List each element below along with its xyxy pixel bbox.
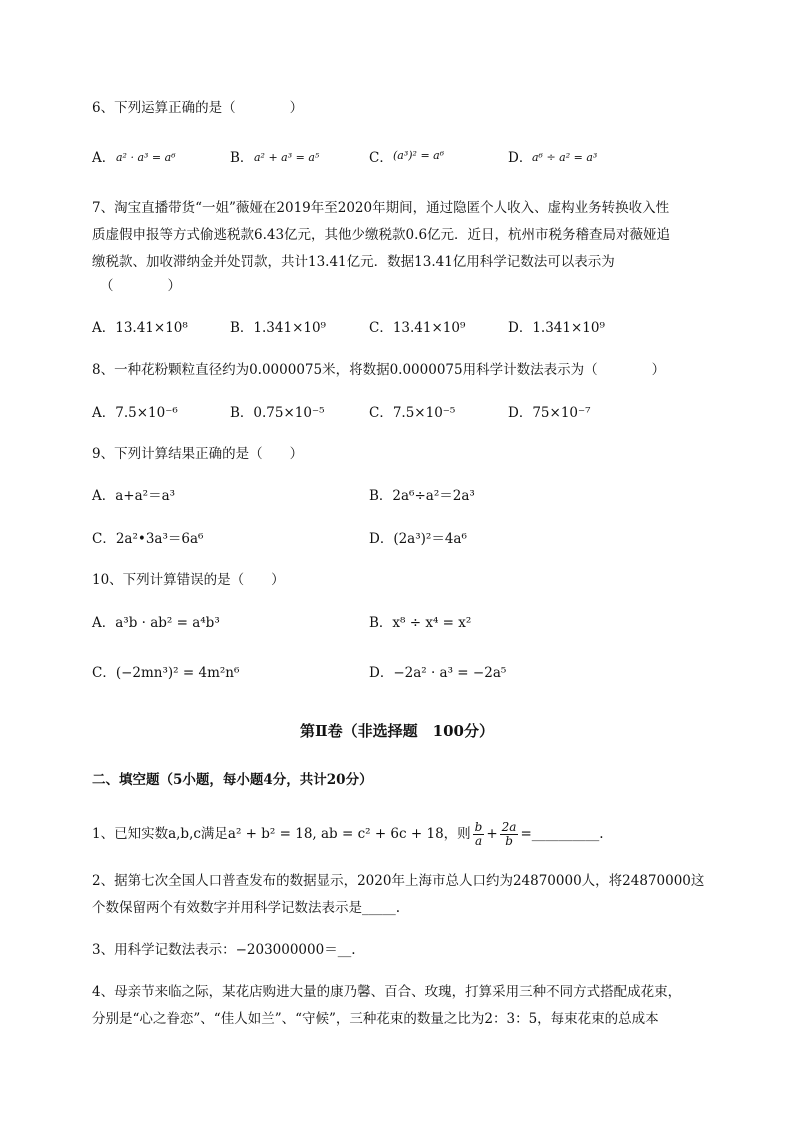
fraction-b-over-a [473, 821, 485, 848]
q7-option-c[interactable]: C．13.41×10⁹ [369, 320, 466, 336]
q6-option-c-expr: (a³)² = a⁶ [393, 149, 445, 162]
q10-stem: 10、下列计算错误的是（ ） [92, 572, 285, 588]
fill-1-blank[interactable]: =__________. [520, 826, 604, 842]
q6-option-d-expr: a⁶ ÷ a² = a³ [532, 151, 598, 164]
fill-4-line-2: 分别是“心之眷恋”、“佳人如兰”、“守候”，三种花束的数量之比为2：3：5，每束花束的总成本 [92, 1011, 659, 1027]
q10-option-d[interactable]: D．−2a² · a³ = −2a⁵ [369, 665, 507, 681]
section-2-title: 第Ⅱ卷（非选择题 100分） [300, 722, 494, 740]
q6-option-b[interactable]: B． [230, 150, 254, 166]
fill-4-line-1: 4、母亲节来临之际，某花店购进大量的康乃馨、百合、玫瑰，打算采用三种不同方式搭配成花束， [92, 984, 682, 1000]
q7-line-4: （ ） [100, 278, 181, 294]
q7-line-1: 7、淘宝直播带货“一姐”薇娅在2019年至2020年期间，通过隐匿个人收入、虚构业务转换收入性 [92, 200, 670, 216]
fraction-1-numerator: b [474, 819, 483, 834]
q9-stem: 9、下列计算结果正确的是（ ） [92, 446, 304, 462]
part-2-heading: 二、填空题（5小题，每小题4分，共计20分） [92, 772, 373, 788]
q8-stem: 8、一种花粉颗粒直径约为0.0000075米，将数据0.0000075用科学计数法表示为（ ） [92, 362, 666, 378]
q9-option-a[interactable]: A．a+a²＝a³ [92, 488, 176, 504]
fraction-1-denominator: a [474, 833, 483, 848]
q6-stem: 6、下列运算正确的是（ ） [92, 100, 304, 116]
q10-option-c[interactable]: C．(−2mn³)² = 4m²n⁶ [92, 665, 240, 681]
fill-question-3: 3、用科学记数法表示：−203000000＝__. [92, 942, 356, 958]
q8-option-b[interactable]: B．0.75×10⁻⁵ [230, 405, 325, 421]
q10-option-a[interactable]: A．a³b · ab² = a⁴b³ [92, 615, 220, 631]
q6-option-c[interactable]: C． [369, 150, 393, 166]
fraction-2-numerator: 2a [501, 819, 517, 834]
fraction-2a-over-b [500, 821, 519, 848]
q8-option-a[interactable]: A．7.5×10⁻⁶ [92, 405, 178, 421]
q6-option-d[interactable]: D． [508, 150, 533, 166]
q9-option-b[interactable]: B．2a⁶÷a²＝2a³ [369, 488, 475, 504]
fill-question-1 [92, 820, 604, 848]
fill-2-line-2: 个数保留两个有效数字并用科学记数法表示是_____. [92, 900, 401, 916]
q7-line-3: 缴税款、加收滞纳金并处罚款，共计13.41亿元．数据13.41亿用科学记数法可以表示为 [92, 254, 615, 270]
plus-sign: + [486, 826, 498, 842]
fill-2-line-1: 2、据第七次全国人口普查发布的数据显示，2020年上海市总人口约为24870000人，将24870000这 [92, 873, 705, 889]
fill-1-text: 1、已知实数a,b,c满足a² + b² = 18, ab = c² + 6c + 18，则 [92, 826, 471, 842]
q7-option-d[interactable]: D．1.341×10⁹ [508, 320, 605, 336]
q7-option-b[interactable]: B．1.341×10⁹ [230, 320, 326, 336]
q6-option-a-expr: a² · a³ = a⁶ [116, 151, 176, 164]
q8-option-d[interactable]: D．75×10⁻⁷ [508, 405, 591, 421]
q9-option-c[interactable]: C．2a²•3a³＝6a⁶ [92, 531, 204, 547]
q7-line-2: 质虚假申报等方式偷逃税款6.43亿元，其他少缴税款0.6亿元．近日，杭州市税务稽查局对薇娅追 [92, 227, 671, 243]
fraction-2-denominator: b [505, 833, 513, 848]
q6-option-b-expr: a² + a³ = a⁵ [254, 151, 320, 164]
q6-option-a[interactable]: A． [92, 150, 116, 166]
q8-option-c[interactable]: C．7.5×10⁻⁵ [369, 405, 456, 421]
q10-option-b[interactable]: B．x⁸ ÷ x⁴ = x² [369, 615, 472, 631]
q9-option-d[interactable]: D．(2a³)²＝4a⁶ [369, 531, 467, 547]
q7-option-a[interactable]: A．13.41×10⁸ [92, 320, 188, 336]
